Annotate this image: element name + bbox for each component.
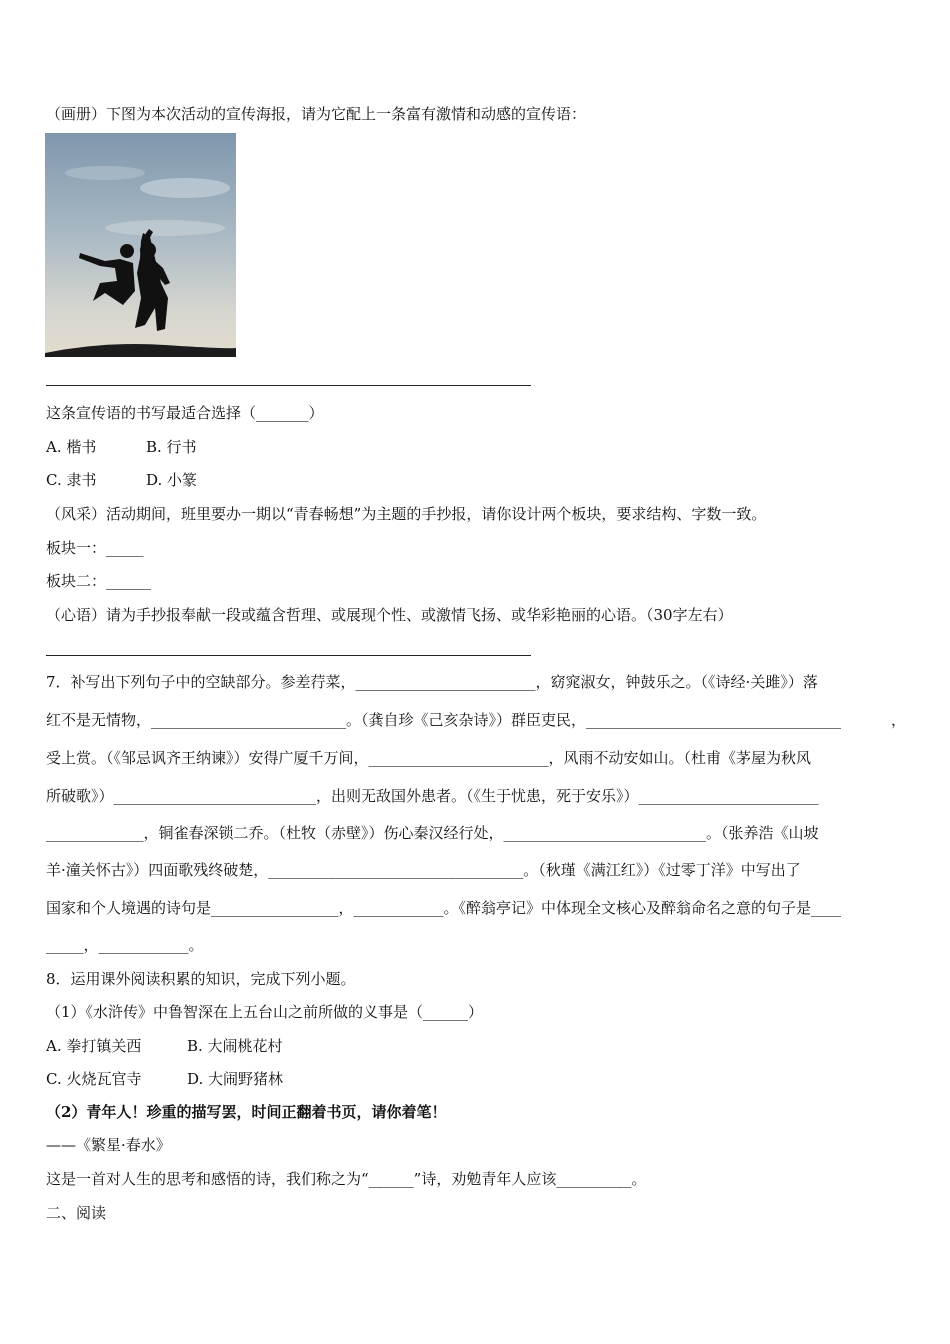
- q7-line-5: _____________，铜雀春深锁二乔。（杜牧（赤壁》）伤心秦汉经行处，___________________________。（张养浩《山坡: [46, 824, 819, 842]
- q7-line-3: 受上赏。（《邹忌讽齐王纳谏》）安得广厦千万间，________________________，风雨不动安如山。（杜甫《茅屋为秋风: [46, 749, 812, 767]
- option-c[interactable]: C. 隶书: [46, 471, 97, 489]
- calligraphy-options-row1: [46, 437, 197, 457]
- q7-line-6: 羊·潼关怀古》）四面歌残终破楚，__________________________________。（秋瑾《满江红》）《过零丁洋》中写出了: [46, 861, 801, 879]
- q8-option-b[interactable]: B. 大闹桃花村: [187, 1037, 283, 1055]
- q8-option-d[interactable]: D. 大闹野猪林: [187, 1070, 284, 1088]
- bankuai-1: 板块一：_____: [46, 539, 144, 557]
- poster-image: [45, 133, 236, 357]
- bankuai-2: 板块二：______: [46, 572, 152, 590]
- q-xinyu: （心语）请为手抄报奉献一段或蕴含哲理、或展现个性、或激情飞扬、或华彩艳丽的心语。（30字左右）: [46, 606, 733, 624]
- q8-sub1: （1）《水浒传》中鲁智深在上五台山之前所做的义事是（______）: [46, 1003, 484, 1021]
- calligraphy-question: 这条宣传语的书写最适合选择（_______）: [46, 404, 324, 422]
- q8-source: ——《繁星·春水》: [46, 1136, 171, 1154]
- section-2-heading: 二、阅读: [46, 1204, 107, 1222]
- option-d[interactable]: D. 小篆: [146, 471, 198, 489]
- q8-last: 这是一首对人生的思考和感悟的诗，我们称之为“______”诗，劝勉青年人应该__________。: [46, 1170, 647, 1188]
- q8-title: 8．运用课外阅读积累的知识，完成下列小题。: [46, 970, 356, 988]
- q8-sub2: （2）青年人！珍重的描写罢，时间正翻着书页，请你着笔！: [46, 1103, 447, 1121]
- slogan-answer-line[interactable]: [46, 385, 531, 386]
- q-huace: （画册）下图为本次活动的宣传海报，请为它配上一条富有激情和动感的宣传语：: [46, 105, 587, 123]
- q7-line-1: 7．补写出下列句子中的空缺部分。参差荇菜，________________________，窈窕淑女，钟鼓乐之。（《诗经·关雎》）落: [46, 673, 818, 691]
- option-b[interactable]: B. 行书: [146, 438, 197, 456]
- q-fengcai: （风采）活动期间，班里要办一期以“青春畅想”为主题的手抄报，请你设计两个板块，要求结构、字数一致。: [46, 505, 767, 523]
- q7-line-2: [46, 710, 906, 730]
- q7-line-2-text: 红不是无情物，__________________________。（龚自珍《己亥杂诗》）群臣吏民，__________________________________: [46, 711, 842, 729]
- q8-options-row1: [46, 1036, 283, 1056]
- xinyu-answer-line[interactable]: [46, 655, 531, 656]
- calligraphy-options-row2: [46, 470, 197, 490]
- q8-option-c[interactable]: C. 火烧瓦官寺: [46, 1070, 142, 1088]
- q7-line-2-end: ，: [890, 711, 906, 729]
- q7-line-7: 国家和个人境遇的诗句是_________________，____________。《醉翁亭记》中体现全文核心及醉翁命名之意的句子是____: [46, 899, 842, 917]
- q7-line-8: _____，____________。: [46, 936, 204, 954]
- option-a[interactable]: A. 楷书: [46, 438, 97, 456]
- q8-option-a[interactable]: A. 拳打镇关西: [46, 1037, 142, 1055]
- q8-options-row2: [46, 1069, 283, 1089]
- q7-line-4: 所破歌》）___________________________，出则无敌国外患者。（《生于忧患，死于安乐》）________________________: [46, 787, 819, 805]
